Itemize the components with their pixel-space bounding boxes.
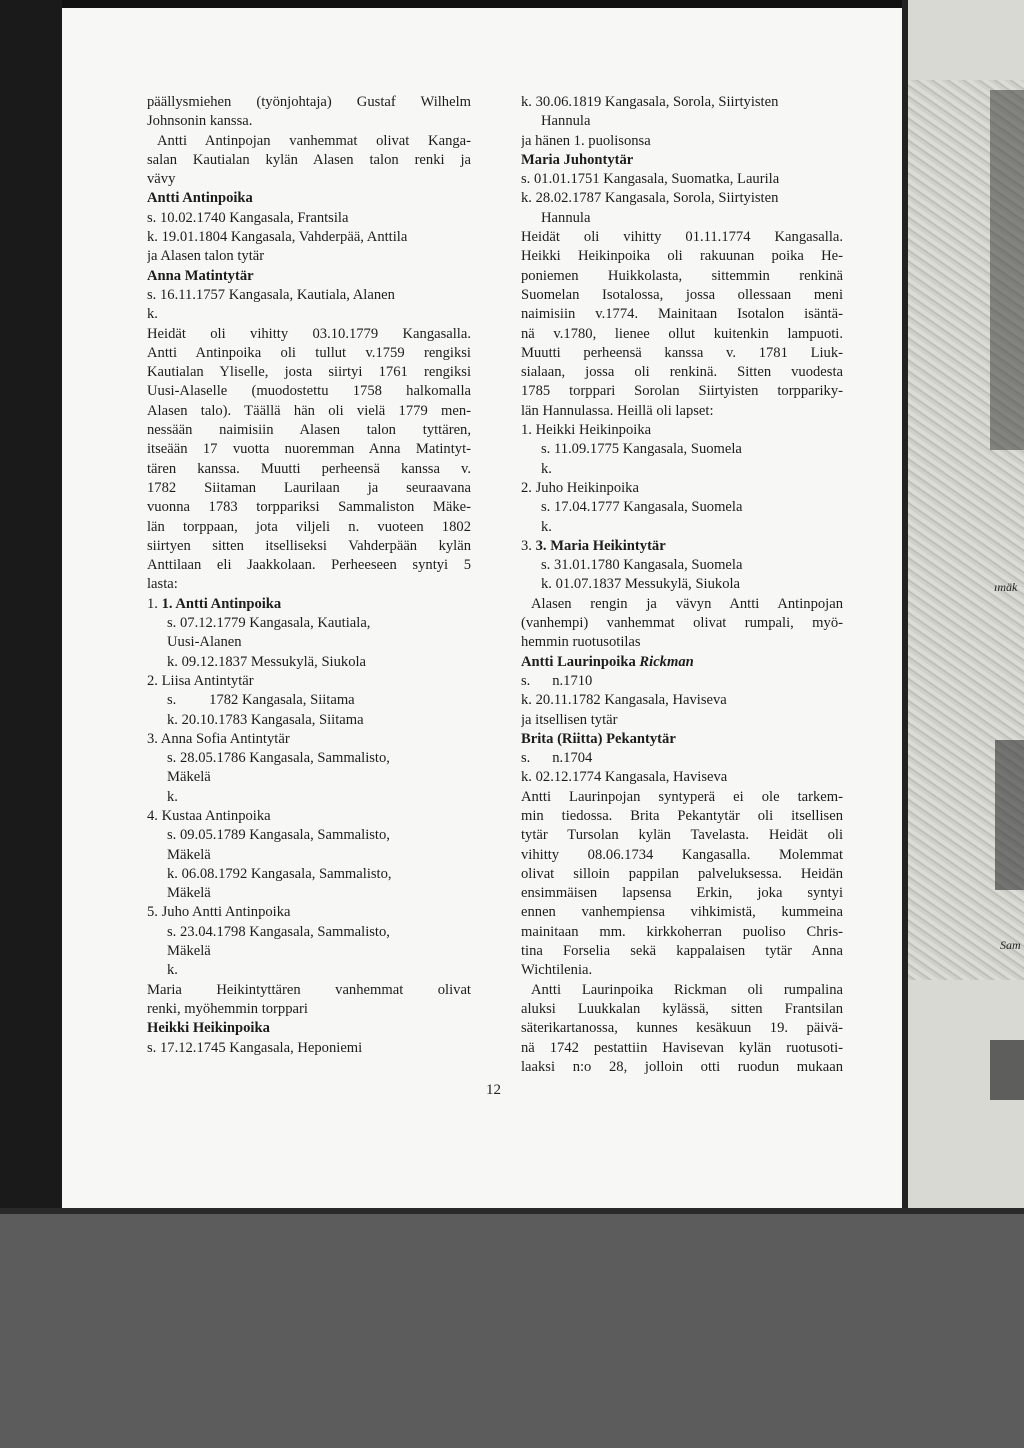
right-column: [521, 93, 843, 1077]
child-entry: 1. 1. Antti Antinpoika: [147, 595, 282, 612]
text-line: s. 28.05.1786 Kangasala, Sammalisto,: [167, 750, 390, 767]
text-line: vihitty 08.06.1734 Kangasalla. Molemmat: [521, 846, 843, 863]
text-line: tytär Tursolan kylän Tavelasta. Heidät oli: [521, 827, 843, 844]
child-entry: 2. Juho Heikinpoika: [521, 479, 639, 496]
text-line: k.: [541, 518, 552, 535]
text-line: Antti Antinpoika oli tullut v.1759 rengiksi: [147, 344, 471, 361]
text-line: s. 16.11.1757 Kangasala, Kautiala, Alanen: [147, 286, 395, 303]
text-line: Maria Heikintyttären vanhemmat olivat: [147, 981, 471, 998]
person-name: [521, 653, 843, 672]
text-line: mainitaan mm. kirkkoherran puoliso Chris-: [521, 923, 843, 940]
text-line: min tiedossa. Brita Pekantytär oli itsellisen: [521, 807, 843, 824]
text-line: Mäkelä: [167, 846, 211, 863]
child-entry: 4. Kustaa Antinpoika: [147, 807, 271, 824]
text-line: s. 10.02.1740 Kangasala, Frantsila: [147, 209, 349, 226]
child-entry: 2. Liisa Antintytär: [147, 672, 254, 689]
text-line: Wichtilenia.: [521, 962, 593, 979]
text-line: ennen vanhempiensa vihkimistä, kummeina: [521, 904, 843, 921]
text-line: k. 28.02.1787 Kangasala, Sorola, Siirtyisten: [521, 190, 779, 207]
text-line: laaksi n:o 28, jolloin otti ruodun mukaan: [521, 1058, 843, 1075]
text-line: Uusi-Alaselle (muodostettu 1758 halkomalla: [147, 383, 471, 400]
text-line: Alasen rengin ja vävyn Antti Antinpojan: [531, 595, 843, 612]
text-line: Antti Laurinpojan syntyperä ei ole tarkem-: [521, 788, 843, 805]
page-bottom-edge: [0, 1208, 1024, 1214]
person-name-plain: Antti Laurinpoika: [521, 653, 640, 670]
text-line: k. 19.01.1804 Kangasala, Vahderpää, Anttila: [147, 229, 408, 246]
text-line: Heidät oli vihitty 01.11.1774 Kangasalla.: [521, 229, 843, 246]
text-line: päällysmiehen (työnjohtaja) Gustaf Wilhelm: [147, 94, 471, 110]
text-line: (vanhempi) vanhemmat olivat rumpali, myö-: [521, 615, 843, 632]
text-line: Heikki Heikinpoika oli rakuunan poika He-: [521, 248, 843, 265]
text-line: Muutti perheensä kanssa v. 1781 Liuk-: [521, 344, 843, 361]
person-name: Antti Antinpoika: [147, 190, 253, 207]
text-line: salan Kautialan kylän Alasen talon renki ja: [147, 151, 471, 168]
text-line: säterikartanossa, kunnes kesäkuun 19. päivä-: [521, 1020, 843, 1037]
text-line: k.: [147, 306, 158, 323]
text-line: Antti Laurinpoika Rickman oli rumpalina: [531, 981, 843, 998]
text-line: ja itsellisen tytär: [521, 711, 618, 728]
text-line: s. 09.05.1789 Kangasala, Sammalisto,: [167, 827, 390, 844]
text-line: s. 1782 Kangasala, Siitama: [167, 692, 355, 709]
text-line: Antti Antinpojan vanhemmat olivat Kanga-: [157, 132, 471, 149]
person-name: Maria Juhontytär: [521, 151, 634, 168]
person-name: Anna Matintytär: [147, 267, 254, 284]
person-surname: Rickman: [639, 653, 694, 670]
scan-top-border: [0, 0, 1024, 8]
text-line: itseään 17 vuotta nuoremman Anna Matintyt-: [147, 441, 471, 458]
text-line: vävy: [147, 171, 176, 188]
text-line: lasta:: [147, 576, 178, 593]
text-line: siirtyen sitten itselliseksi Vahderpään kylän: [147, 537, 471, 554]
adjacent-page-dark-patch: [990, 90, 1024, 450]
text-line: k. 30.06.1819 Kangasala, Sorola, Siirtyisten: [521, 94, 779, 110]
text-line: hemmin ruotusotilas: [521, 634, 641, 651]
text-line: Uusi-Alanen: [167, 634, 242, 651]
text-line: renki, myöhemmin torppari: [147, 1000, 308, 1017]
text-line: nä v.1780, lienee ollut kuitenkin lampuoti.: [521, 325, 843, 342]
scan-bottom-background: [0, 1208, 1024, 1448]
text-line: olivat silloin pappilan palveluksessa. Heidän: [521, 865, 843, 882]
text-line: s. 11.09.1775 Kangasala, Suomela: [541, 441, 742, 458]
text-line: Kautialan Yliselle, josta siirtyi 1761 rengiksi: [147, 364, 471, 381]
text-line: nessään naimisiin Alasen talon tyttären,: [147, 422, 471, 439]
text-line: Alasen talo). Täällä hän oli vielä 1779 men-: [147, 402, 471, 419]
text-line: vuonna 1783 torppariksi Sammaliston Mäke-: [147, 499, 471, 516]
text-line: k. 01.07.1837 Messukylä, Siukola: [541, 576, 741, 593]
page-number: 12: [486, 1082, 501, 1098]
text-line: ja Alasen talon tytär: [147, 248, 265, 265]
text-line: sialaan, jossa oli renkinä. Sitten vuodesta: [521, 364, 843, 381]
text-line: s. 17.04.1777 Kangasala, Suomela: [541, 499, 743, 516]
text-line: k.: [541, 460, 552, 477]
child-name: 1. Antti Antinpoika: [161, 595, 282, 612]
text-line: s. 07.12.1779 Kangasala, Kautiala,: [167, 615, 371, 632]
text-line: k.: [167, 962, 178, 979]
text-line: k. 09.12.1837 Messukylä, Siukola: [167, 653, 367, 670]
text-line: tina Forselia sekä kappalaisen tytär Anna: [521, 943, 843, 960]
child-name: 3. Maria Heikintytär: [535, 537, 666, 554]
text-line: k. 02.12.1774 Kangasala, Haviseva: [521, 769, 728, 786]
child-entry: 3. 3. Maria Heikintytär: [521, 537, 666, 554]
person-name: Heikki Heikinpoika: [147, 1020, 270, 1037]
text-line: s. 17.12.1745 Kangasala, Heponiemi: [147, 1039, 363, 1056]
child-entry: 1. Heikki Heikinpoika: [521, 422, 652, 439]
text-line: Hannula: [541, 209, 591, 226]
text-line: naimisiin v.1774. Mainitaan Isotalon isäntä-: [521, 306, 843, 323]
child-entry: 3. Anna Sofia Antintytär: [147, 730, 290, 747]
text-line: Mäkelä: [167, 769, 211, 786]
text-line: Mäkelä: [167, 885, 211, 902]
text-line: s. n.1710: [521, 672, 593, 689]
text-line: k. 20.10.1783 Kangasala, Siitama: [167, 711, 364, 728]
text-line: Suomelan Isotalossa, jossa ollessaan meni: [521, 286, 843, 303]
text-line: nä 1742 pestattiin Havisevan kylän ruotusoti-: [521, 1039, 843, 1056]
adjacent-page-dark-patch: [995, 740, 1024, 890]
text-line: k.: [167, 788, 178, 805]
text-line: Hannula: [541, 113, 591, 130]
text-line: s. 01.01.1751 Kangasala, Suomatka, Laurila: [521, 171, 780, 188]
child-entry: 5. Juho Antti Antinpoika: [147, 904, 291, 921]
text-line: ja hänen 1. puolisonsa: [521, 132, 651, 149]
text-line: Anttilaan eli Jaakkolaan. Perheeseen syntyi 5: [147, 557, 471, 574]
text-line: poniemen Huikkolasta, sittemmin renkinä: [521, 267, 843, 284]
text-line: 1785 torppari Sorolan Siirtyisten torppariky-: [521, 383, 843, 400]
text-line: k. 20.11.1782 Kangasala, Haviseva: [521, 692, 727, 709]
text-line: 1782 Siitaman Laurilaan ja seuraavana: [147, 479, 471, 496]
person-name: Brita (Riitta) Pekantytär: [521, 730, 676, 747]
adjacent-page-dark-patch: [990, 1040, 1024, 1100]
text-line: s. n.1704: [521, 750, 593, 767]
text-line: Heidät oli vihitty 03.10.1779 Kangasalla.: [147, 325, 471, 342]
text-line: ensimmäisen lapsensa Erkin, joka syntyi: [521, 885, 843, 902]
text-line: Mäkelä: [167, 943, 211, 960]
left-column: [147, 93, 471, 1058]
adjacent-page-fragment: Sam: [1000, 938, 1021, 952]
text-line: aluksi Luukkalan kylässä, sitten Frantsilan: [521, 1000, 843, 1017]
text-line: län Hannulassa. Heillä oli lapset:: [521, 402, 714, 419]
text-line: s. 23.04.1798 Kangasala, Sammalisto,: [167, 923, 390, 940]
text-line: län torppaan, jota viljeli n. vuoteen 1802: [147, 518, 471, 535]
text-line: Johnsonin kanssa.: [147, 113, 253, 130]
adjacent-page-fragment: ımäk: [994, 580, 1018, 594]
text-line: s. 31.01.1780 Kangasala, Suomela: [541, 557, 743, 574]
text-line: k. 06.08.1792 Kangasala, Sammalisto,: [167, 865, 392, 882]
text-line: tären kanssa. Muutti perheensä kanssa v.: [147, 460, 471, 477]
